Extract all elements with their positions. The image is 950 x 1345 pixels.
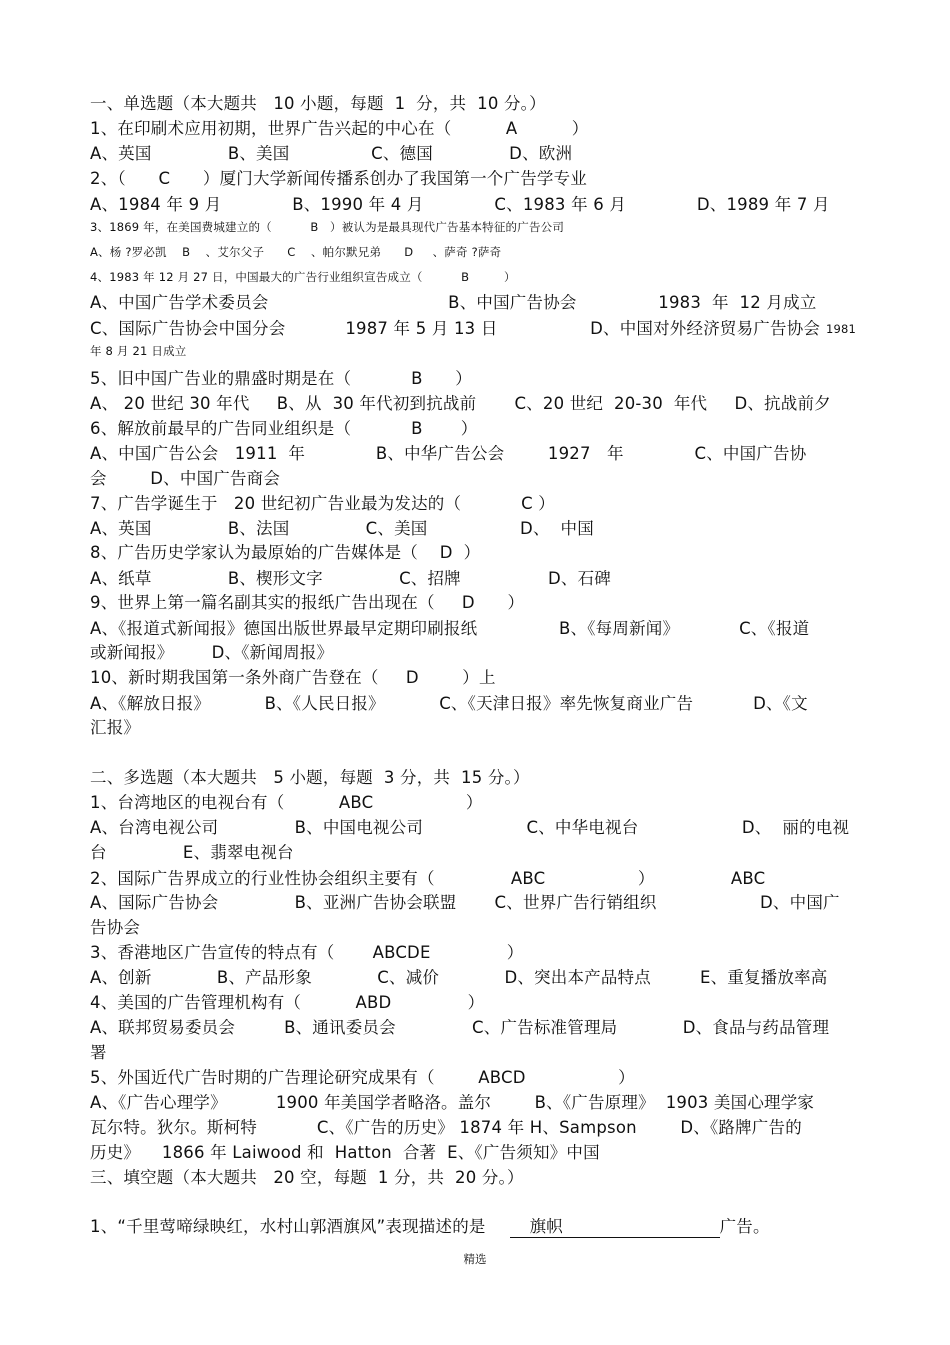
mc-question-5-options-row2: 瓦尔特。狄尔。斯柯特 C、《广告的历史》 1874 年 H、Sampson D、《路牌广告的 xyxy=(90,1118,802,1137)
question-4-options-row1: A、中国广告学术委员会 B、中国广告协会 1983 年 12 月成立 xyxy=(90,293,817,312)
mc-question-5-options-row1: A、《广告心理学》 1900 年美国学者略洛。盖尔 B、《广告原理》 1903 美国心理学家 xyxy=(90,1093,815,1112)
mc-question-1: 1、台湾地区的电视台有（ ABC ） xyxy=(90,793,483,812)
mc-question-3-options: A、创新 B、产品形象 C、减价 D、突出本产品特点 E、重复播放率高 xyxy=(90,968,828,987)
question-8: 8、广告历史学家认为最原始的广告媒体是（ D ） xyxy=(90,543,481,562)
section-title-multiple-choice: 二、多选题（本大题共 5 小题，每题 3 分，共 15 分。） xyxy=(90,768,530,787)
question-6-options-row2: 会 D、中国广告商会 xyxy=(90,469,281,488)
fill-blank-suffix: 广告。 xyxy=(719,1217,770,1236)
question-9-options-row1: A、《报道式新闻报》德国出版世界最早定期印刷报纸 B、《每周新闻》 C、《报道 xyxy=(90,619,810,638)
mc-question-2-options-row1: A、国际广告协会 B、亚洲广告协会联盟 C、世界广告行销组织 D、中国广 xyxy=(90,893,840,912)
question-8-options: A、纸草 B、楔形文字 C、招牌 D、石碑 xyxy=(90,569,612,588)
mc-question-1-options-row1: A、台湾电视公司 B、中国电视公司 C、中华电视台 D、 丽的电视 xyxy=(90,818,850,837)
question-10: 10、新时期我国第一条外商广告登在（ D ）上 xyxy=(90,668,496,687)
mc-question-2: 2、国际广告界成立的行业性协会组织主要有（ ABC ） ABC xyxy=(90,869,766,888)
fill-blank-answer: 旗帜 xyxy=(510,1218,720,1238)
question-1: 1、在印刷术应用初期，世界广告兴起的中心在（ A ） xyxy=(90,119,589,138)
mc-question-2-options-row2: 告协会 xyxy=(90,918,141,937)
fill-blank-prefix: 1、“千里莺啼绿映红，水村山郭酒旗风”表现描述的是 xyxy=(90,1217,486,1236)
question-9: 9、世界上第一篇名副其实的报纸广告出现在（ D ） xyxy=(90,593,525,612)
mc-question-3: 3、香港地区广告宣传的特点有（ ABCDE ） xyxy=(90,943,524,962)
question-4-date-note: 年 8 月 21 日成立 xyxy=(90,344,187,358)
question-7: 7、广告学诞生于 20 世纪初广告业最为发达的（ C ） xyxy=(90,494,555,513)
question-1-options: A、英国 B、美国 C、德国 D、欧洲 xyxy=(90,144,573,163)
question-10-options-row2: 汇报》 xyxy=(90,718,141,737)
question-9-options-row2: 或新闻报》 D、《新闻周报》 xyxy=(90,643,334,662)
question-5: 5、旧中国广告业的鼎盛时期是在（ B ） xyxy=(90,369,472,388)
mc-question-5: 5、外国近代广告时期的广告理论研究成果有（ ABCD ） xyxy=(90,1068,635,1087)
question-3-options: A、杨 ?罗必凯 B 、艾尔父子 C 、帕尔默兄弟 D 、萨奇 ?萨奇 xyxy=(90,245,502,259)
question-4: 4、1983 年 12 月 27 日，中国最大的广告行业组织宣告成立（ B ） xyxy=(90,270,516,284)
mc-question-5-options-row3: 历史》 1866 年 Laiwood 和 Hatton 合著 E、《广告须知》中国 xyxy=(90,1143,600,1162)
question-3: 3、1869 年，在美国费城建立的（ B ）被认为是最具现代广告基本特征的广告公司 xyxy=(90,220,565,234)
question-10-options-row1: A、《解放日报》 B、《人民日报》 C、《天津日报》率先恢复商业广告 D、《文 xyxy=(90,694,808,713)
page-footer: 精选 xyxy=(463,1252,487,1266)
mc-question-4: 4、美国的广告管理机构有（ ABD ） xyxy=(90,993,485,1012)
mc-question-1-options-row2: 台 E、翡翠电视台 xyxy=(90,843,294,862)
question-2-options: A、1984 年 9 月 B、1990 年 4 月 C、1983 年 6 月 D、1989 年 7 月 xyxy=(90,195,830,214)
section-title-single-choice: 一、单选题（本大题共 10 小题，每题 1 分，共 10 分。） xyxy=(90,94,546,113)
mc-question-4-options-row1: A、联邦贸易委员会 B、通讯委员会 C、广告标准管理局 D、食品与药品管理 xyxy=(90,1018,830,1037)
question-4-year-note: 1981 xyxy=(826,322,857,336)
question-6-options-row1: A、中国广告公会 1911 年 B、中华广告公会 1927 年 C、中国广告协 xyxy=(90,444,807,463)
question-4-options-row2: C、国际广告协会中国分会 1987 年 5 月 13 日 D、中国对外经济贸易广告协会 xyxy=(90,319,821,338)
fill-blank-question-1 xyxy=(90,1218,770,1238)
question-5-options: A、 20 世纪 30 年代 B、从 30 年代初到抗战前 C、20 世纪 20-30 年代 D、抗战前夕 xyxy=(90,394,831,413)
mc-question-4-options-row2: 署 xyxy=(90,1043,107,1062)
question-2: 2、（ C ）厦门大学新闻传播系创办了我国第一个广告学专业 xyxy=(90,169,588,188)
question-6: 6、解放前最早的广告同业组织是（ B ） xyxy=(90,419,478,438)
question-7-options: A、英国 B、法国 C、美国 D、 中国 xyxy=(90,519,594,538)
section-title-fill-blank: 三、填空题（本大题共 20 空，每题 1 分，共 20 分。） xyxy=(90,1168,524,1187)
